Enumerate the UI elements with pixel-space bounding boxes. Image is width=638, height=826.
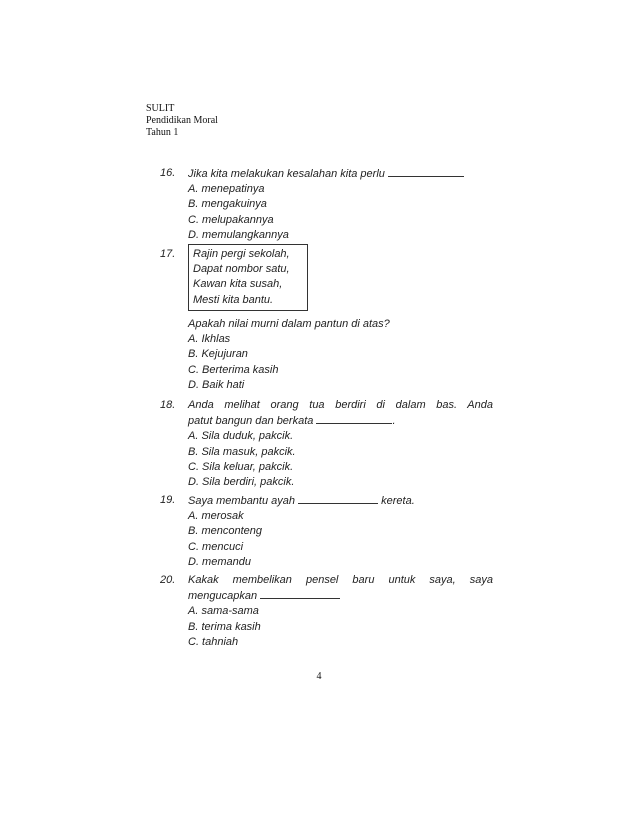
- header-year: Tahun 1: [146, 127, 179, 138]
- question-number: 19.: [160, 494, 176, 506]
- question-stem: Saya membantu ayah kereta.: [188, 495, 415, 507]
- question-stem-line-2: patut bangun dan berkata .: [188, 415, 396, 428]
- header-sulit: SULIT: [146, 103, 175, 114]
- option-b: B. mengakuinya: [188, 198, 267, 211]
- option-c: C. melupakannya: [188, 213, 274, 226]
- option-d: D. memandu: [188, 555, 251, 568]
- question-number: 18.: [160, 399, 176, 411]
- question-stem-line-1: Anda melihat orang tua berdiri di dalam bas. Anda: [188, 399, 493, 411]
- question-stem: Jika kita melakukan kesalahan kita perlu: [188, 166, 493, 182]
- pantun-box: [188, 244, 308, 311]
- question-number: 16.: [160, 167, 176, 179]
- option-a: A. menepatinya: [188, 183, 265, 196]
- option-b: B. Kejujuran: [188, 348, 248, 361]
- question-stem-line-2: mengucapkan: [188, 588, 493, 604]
- answer-blank: [316, 413, 392, 424]
- answer-blank: [298, 493, 378, 504]
- pantun-line: Mesti kita bantu.: [193, 293, 274, 306]
- option-c: C. tahniah: [188, 635, 239, 648]
- option-d: D. Baik hati: [188, 378, 245, 391]
- header-subject: Pendidikan Moral: [146, 115, 218, 126]
- pantun-line: Kawan kita susah,: [193, 278, 283, 291]
- option-d: D. memulangkannya: [188, 228, 289, 241]
- pantun-line: Dapat nombor satu,: [193, 263, 290, 276]
- answer-blank: [260, 588, 340, 599]
- document-header: [146, 103, 218, 139]
- question-number: 17.: [160, 248, 176, 260]
- option-b: B. Sila masuk, pakcik.: [188, 445, 296, 458]
- option-b: B. terima kasih: [188, 620, 261, 633]
- question-stem: Apakah nilai murni dalam pantun di atas?: [188, 318, 390, 330]
- option-c: C. Sila keluar, pakcik.: [188, 460, 294, 473]
- question-stem-line-1: Kakak membelikan pensel baru untuk saya, saya: [188, 574, 493, 586]
- page-number: 4: [316, 671, 322, 682]
- option-c: C. Berterima kasih: [188, 363, 279, 376]
- option-a: A. Sila duduk, pakcik.: [188, 430, 294, 443]
- option-a: A. Ikhlas: [188, 333, 231, 346]
- option-a: A. sama-sama: [188, 605, 259, 618]
- option-b: B. menconteng: [188, 525, 262, 538]
- pantun-line: Rajin pergi sekolah,: [193, 248, 290, 260]
- option-d: D. Sila berdiri, pakcik.: [188, 476, 295, 489]
- question-number: 20.: [160, 574, 176, 586]
- answer-blank: [388, 166, 464, 177]
- option-c: C. mencuci: [188, 540, 244, 553]
- option-a: A. merosak: [188, 510, 244, 523]
